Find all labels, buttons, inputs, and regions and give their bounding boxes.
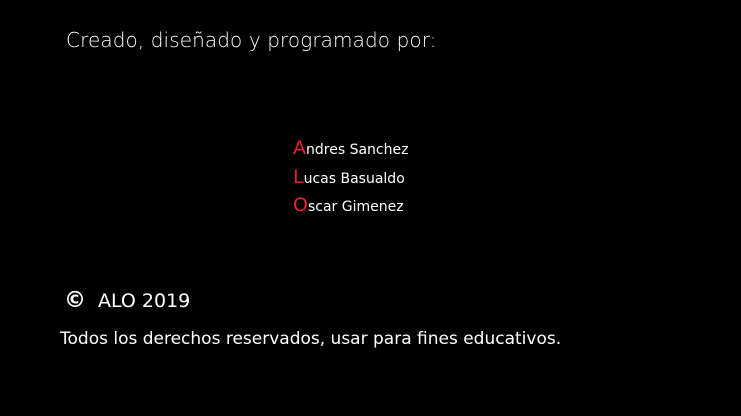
rights-notice: Todos los derechos reservados, usar para fines educativos. <box>60 329 562 349</box>
credit-initial: A <box>293 137 306 159</box>
copyright-text: ALO 2019 <box>98 290 191 312</box>
credit-initial: L <box>293 165 304 188</box>
credit-name: ucas Basualdo <box>303 170 405 187</box>
credit-name: ndres Sanchez <box>306 142 409 158</box>
credit-item <box>293 193 408 222</box>
credits-list <box>293 136 408 222</box>
credit-initial: O <box>293 194 308 216</box>
credit-item <box>293 136 408 165</box>
credit-item <box>293 165 408 194</box>
copyright-line <box>64 290 190 312</box>
copyright-icon: © <box>64 288 86 313</box>
credit-name: scar Gimenez <box>307 199 404 215</box>
credits-heading: Creado, diseñado y programado por: <box>66 28 437 52</box>
